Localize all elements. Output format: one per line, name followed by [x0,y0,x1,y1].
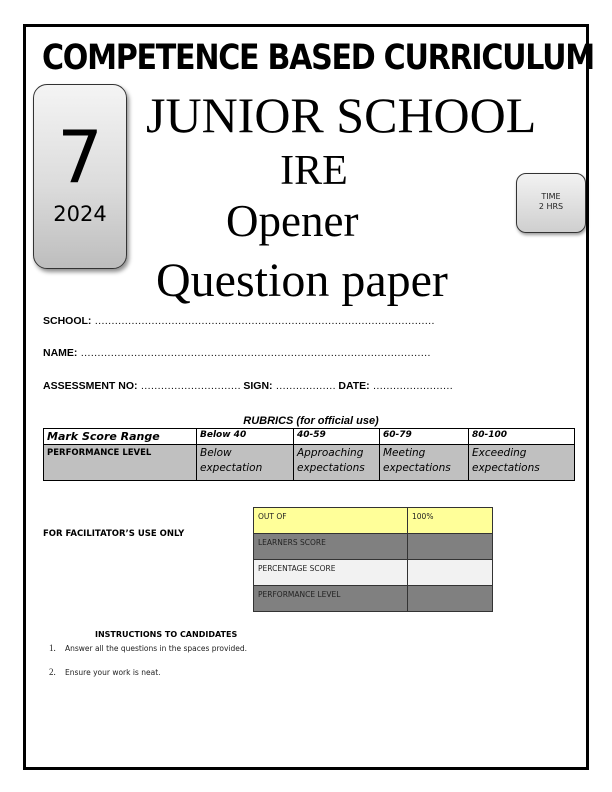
level-title: JUNIOR SCHOOL [146,87,537,143]
facilitator-table [253,507,493,612]
rubric-cell: 80-100 [469,429,575,445]
rubric-cell: Below 40 [197,429,294,445]
rubric-cell: 40-59 [294,429,380,445]
sign-label: SIGN: [243,380,273,392]
rubric-cell: Below expectation [197,445,294,481]
subject-title: IRE [280,148,348,194]
time-label: TIME [541,192,561,201]
facilitator-label: FOR FACILITATOR’S USE ONLY [43,529,185,539]
instruction-number: 2. [49,667,56,677]
school-label: SCHOOL: [43,315,92,327]
rubric-cell: PERFORMANCE LEVEL [44,445,197,481]
rubric-cell: Meeting expectations [380,445,469,481]
rubrics-caption: RUBRICS (for official use) [243,415,379,427]
grade-year: 2024 [53,202,107,226]
instruction-item [49,643,247,653]
assessment-row [43,380,453,392]
facilitator-row-learners-score [254,534,493,560]
instruction-text: Answer all the questions in the spaces provided. [65,644,248,653]
paper-type-title: Question paper [156,254,448,307]
exam-type-title: Opener [226,196,359,246]
school-blank[interactable]: ………………………………………………………………………………………… [94,315,435,327]
assessment-no-label: ASSESSMENT NO: [43,380,138,392]
facilitator-row-value[interactable] [408,586,493,612]
facilitator-row-label: PERCENTAGE SCORE [254,560,408,586]
facilitator-row-label: LEARNERS SCORE [254,534,408,560]
facilitator-row-value[interactable] [408,534,493,560]
sign-blank[interactable]: ……………… [275,380,336,392]
time-badge [516,173,586,233]
name-field[interactable] [43,347,430,359]
facilitator-row-value: 100% [408,508,493,534]
time-duration: 2 HRS [538,202,564,211]
rubrics-level-row [44,445,575,481]
rubric-cell: Exceeding expectations [469,445,575,481]
instruction-text: Ensure your work is neat. [65,668,161,677]
school-field[interactable] [43,315,434,327]
rubric-cell: Mark Score Range [44,429,197,445]
facilitator-row-out-of [254,508,493,534]
curriculum-title: COMPETENCE BASED CURRICULUM [42,38,594,78]
instruction-number: 1. [49,643,56,653]
facilitator-row-label: OUT OF [254,508,408,534]
date-label: DATE: [338,380,370,392]
facilitator-row-value[interactable] [408,560,493,586]
name-label: NAME: [43,347,78,359]
instructions-title: INSTRUCTIONS TO CANDIDATES [95,630,238,639]
rubric-cell: Approaching expectations [294,445,380,481]
rubric-cell: 60-79 [380,429,469,445]
rubrics-table [43,428,575,481]
facilitator-row-label: PERFORMANCE LEVEL [254,586,408,612]
facilitator-row-performance-level [254,586,493,612]
facilitator-row-percentage-score [254,560,493,586]
name-blank[interactable]: …………………………………………………………………………………………… [80,347,431,359]
date-blank[interactable]: …………………… [372,380,453,392]
grade-number: 7 [57,115,103,199]
assessment-no-blank[interactable]: ………………………… [140,380,241,392]
instruction-item [49,667,161,677]
rubrics-header-row [44,429,575,445]
